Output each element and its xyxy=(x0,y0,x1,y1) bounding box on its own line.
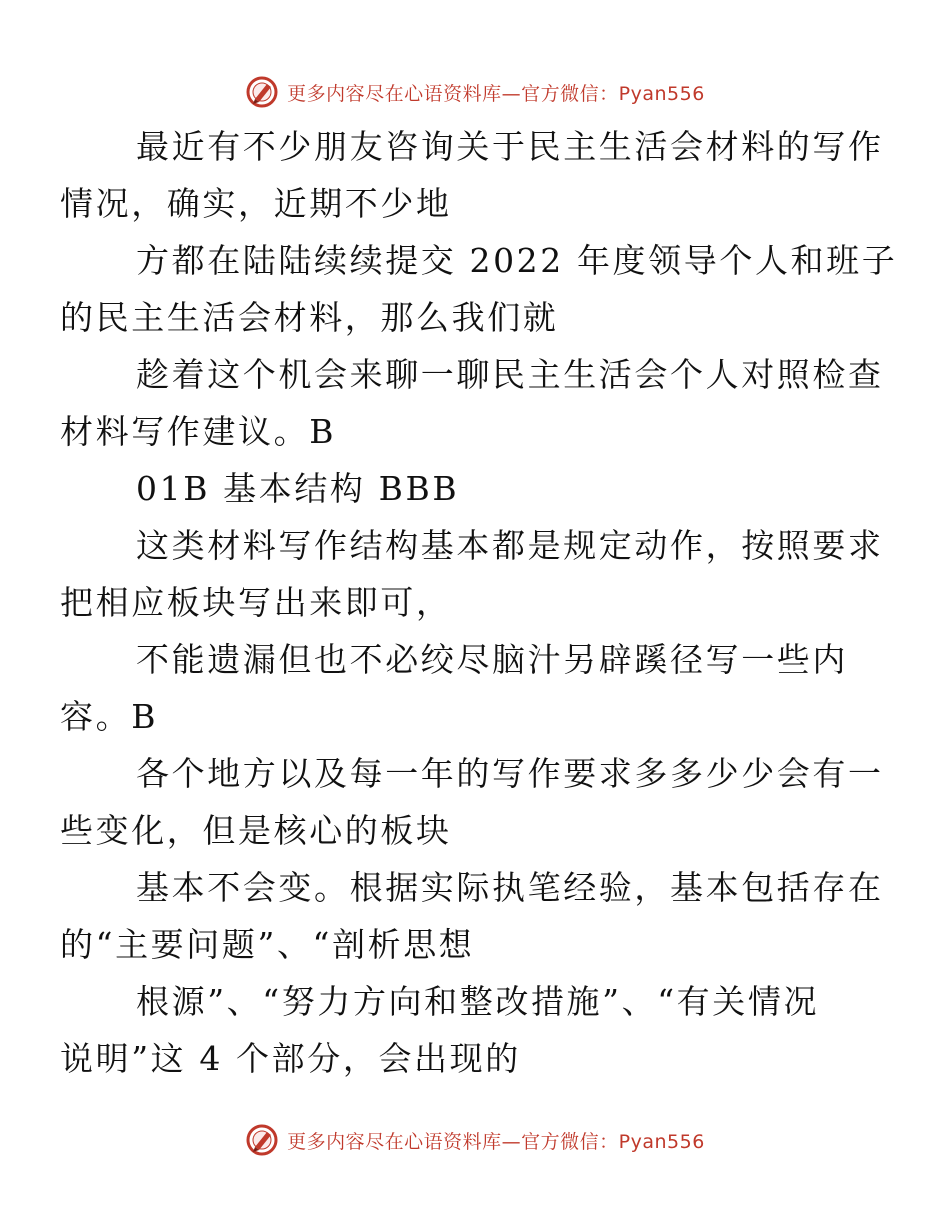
text-line: 最近有不少朋友咨询关于民主生活会材料的写作 xyxy=(136,127,884,166)
text-line: 01B 基本结构 BBB xyxy=(136,469,460,508)
paragraph xyxy=(60,517,884,631)
text-line: 的“主要问题”、“剖析思想 xyxy=(60,925,475,964)
paragraph xyxy=(60,232,898,346)
paragraph xyxy=(60,973,858,1087)
text-line: 容。B xyxy=(60,697,159,736)
pen-circle-logo-icon xyxy=(245,1123,279,1157)
paragraph xyxy=(60,118,884,232)
paragraph xyxy=(60,745,884,859)
banner-text: 更多内容尽在心语资料库—官方微信：Pyan556 xyxy=(287,1130,705,1153)
text-line: 的民主生活会材料，那么我们就 xyxy=(60,298,559,337)
pen-circle-logo-icon xyxy=(245,75,279,109)
text-line: 说明”这 4 个部分，会出现的 xyxy=(60,1039,521,1078)
section-heading xyxy=(98,460,858,517)
text-line: 这类材料写作结构基本都是规定动作，按照要求 xyxy=(136,526,884,565)
footer-banner xyxy=(0,1120,950,1160)
banner-text: 更多内容尽在心语资料库—官方微信：Pyan556 xyxy=(287,82,705,105)
text-line: 情况，确实，近期不少地 xyxy=(60,184,452,223)
paragraph xyxy=(60,346,884,460)
text-line: 方都在陆陆续续提交 2022 年度领导个人和班子 xyxy=(136,241,898,280)
paragraph xyxy=(60,631,858,745)
paragraph xyxy=(60,859,884,973)
text-line: 基本不会变。根据实际执笔经验，基本包括存在 xyxy=(136,868,884,907)
text-line: 些变化，但是核心的板块 xyxy=(60,811,452,850)
document-body xyxy=(60,118,898,1087)
text-line: 把相应板块写出来即可， xyxy=(60,583,452,622)
text-line: 趁着这个机会来聊一聊民主生活会个人对照检查 xyxy=(136,355,884,394)
header-banner xyxy=(0,72,950,112)
text-line: 不能遗漏但也不必绞尽脑汁另辟蹊径写一些内 xyxy=(136,640,848,679)
text-line: 材料写作建议。B xyxy=(60,412,337,451)
text-line: 各个地方以及每一年的写作要求多多少少会有一 xyxy=(136,754,884,793)
text-line: 根源”、“努力方向和整改措施”、“有关情况 xyxy=(136,982,820,1021)
